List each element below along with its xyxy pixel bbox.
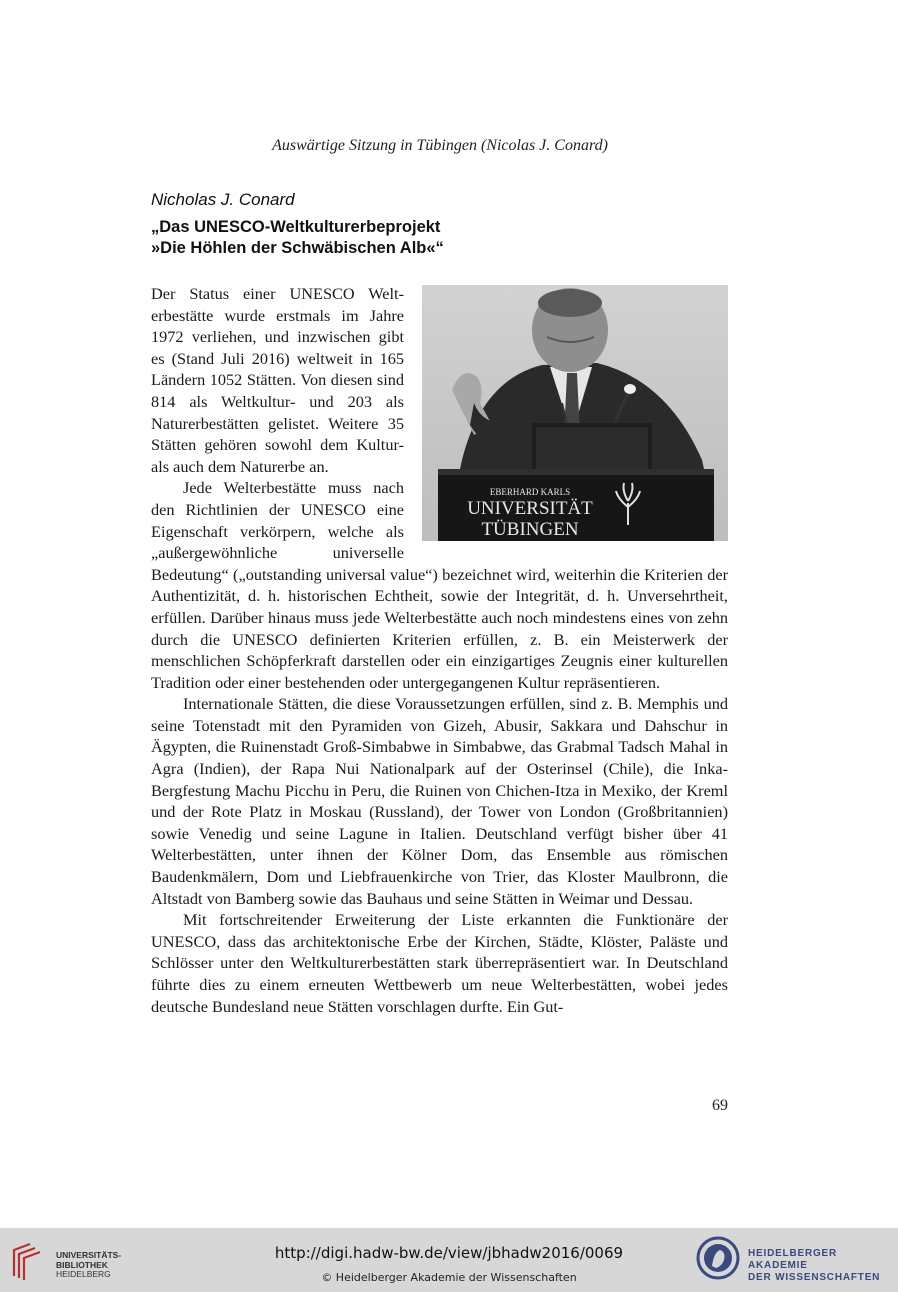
academy-logo-text[interactable] xyxy=(748,1248,898,1284)
paragraph-2: Jede Welterbestätte muss nach den Richtlinien der UNESCO eine Eigenschaft verkörpern, welche als „außergewöhnliche universelle Bedeutung“ („outstanding universal value“) bezeichnet wird, weiterhin die Kriterien der Authentizität, d. h. historischen Echtheit, sowie der Integrität, d. h. Unversehrtheit, erfüllen. Darüber hinaus muss jede Welterbestätte auch noch mindestens eines von zehn durch die UNESCO definierten Kriterien erfüllen, z. B. ein Meisterwerk der menschlichen Schöpferkraft darstellen oder ein einzigartiges Zeugnis einer kulturellen Tradition oder einer bestehenden oder untergegangenen Kultur repräsentieren. xyxy=(151,478,728,692)
speaker-photo xyxy=(422,285,728,541)
academy-seal-icon[interactable] xyxy=(696,1236,740,1280)
academy-line-1: HEIDELBERGER AKADEMIE xyxy=(748,1248,838,1271)
article-title xyxy=(151,217,444,259)
podium-text-3: TÜBINGEN xyxy=(481,519,579,540)
running-head: Auswärtige Sitzung in Tübingen (Nicolas J. Conard) xyxy=(272,137,608,154)
article-author: Nicholas J. Conard xyxy=(151,190,295,209)
library-line-3: HEIDELBERG xyxy=(56,1269,111,1279)
academy-line-2: DER WISSENSCHAFTEN xyxy=(748,1272,881,1283)
academy-seal-graphic xyxy=(696,1236,740,1280)
article-title-line-1: „Das UNESCO-Weltkulturerbeprojekt xyxy=(151,218,441,236)
paragraph-4: Mit fortschreitender Erweiterung der Liste erkannten die Funktionäre der UNESCO, dass das architektonische Erbe der Kirchen, Städte, Klöster, Paläste und Schlösser unter den Weltkulturerbestätten stark überrepräsentiert war. In Deutschland führte dies zu einem erneuten Wettbewerb um neue Welterbestätten, wobei jedes deutsche Bundesland neue Stätten vorschlagen durfte. Ein Gut- xyxy=(151,910,728,1016)
copyright-notice: © Heidelberger Akademie der Wissenschaften xyxy=(321,1271,577,1284)
podium-text-2: UNIVERSITÄT xyxy=(467,498,593,519)
article-title-line-2: »Die Höhlen der Schwäbischen Alb«“ xyxy=(151,239,444,257)
document-url-link[interactable]: http://digi.hadw-bw.de/view/jbhadw2016/0069 xyxy=(274,1244,624,1262)
library-line-2: BIBLIOTHEK xyxy=(56,1259,108,1270)
page-number: 69 xyxy=(712,1097,728,1114)
paragraph-3: Internationale Stätten, die diese Voraussetzungen erfüllen, sind z. B. Memphis und seine Totenstadt mit den Pyramiden von Gizeh, Abusir, Sakkara und Dahschur in Ägypten, die Ruinenstadt Groß-Simbabwe in Simbabwe, das Grabmal Tadsch Mahal in Agra (Indien), der Rapa Nui Nationalpark auf der Osterinsel (Chile), die Inka-Bergfestung Machu Picchu in Peru, die Ruinen von Chichen-Itza in Mexiko, der Kreml und der Rote Platz in Moskau (Russland), der Tower von London (Großbritannien) sowie Venedig und seine Lagune in Italien. Deutschland verfügt bisher über 41 Welterbestätten, unter ihnen der Kölner Dom, das Ensemble aus römischen Baudenkmälern, Dom und Liebfrauenkirche von Trier, das Kloster Maulbronn, die Altstadt von Bamberg sowie das Bauhaus und seine Stätten in Weimar und Dessau. xyxy=(151,694,728,908)
podium-text-1: EBERHARD KARLS xyxy=(489,487,571,497)
article-body xyxy=(151,283,728,1017)
speaker-photo-image xyxy=(422,285,728,541)
paragraph-1: Der Status einer UNESCO Welterbestätte wurde erstmals im Jahre 1972 verliehen, und inzwischen gibt es (Stand Juli 2016) weltweit in 165 Ländern 1052 Stätten. Von diesen sind 814 als Weltkultur- und 203 als Naturerbestätten gelistet. Weitere 35 Stätten gehören sowohl dem Kultur- als auch dem Naturerbe an. xyxy=(151,284,404,476)
library-line-1: UNIVERSITÄTS- xyxy=(56,1250,122,1260)
